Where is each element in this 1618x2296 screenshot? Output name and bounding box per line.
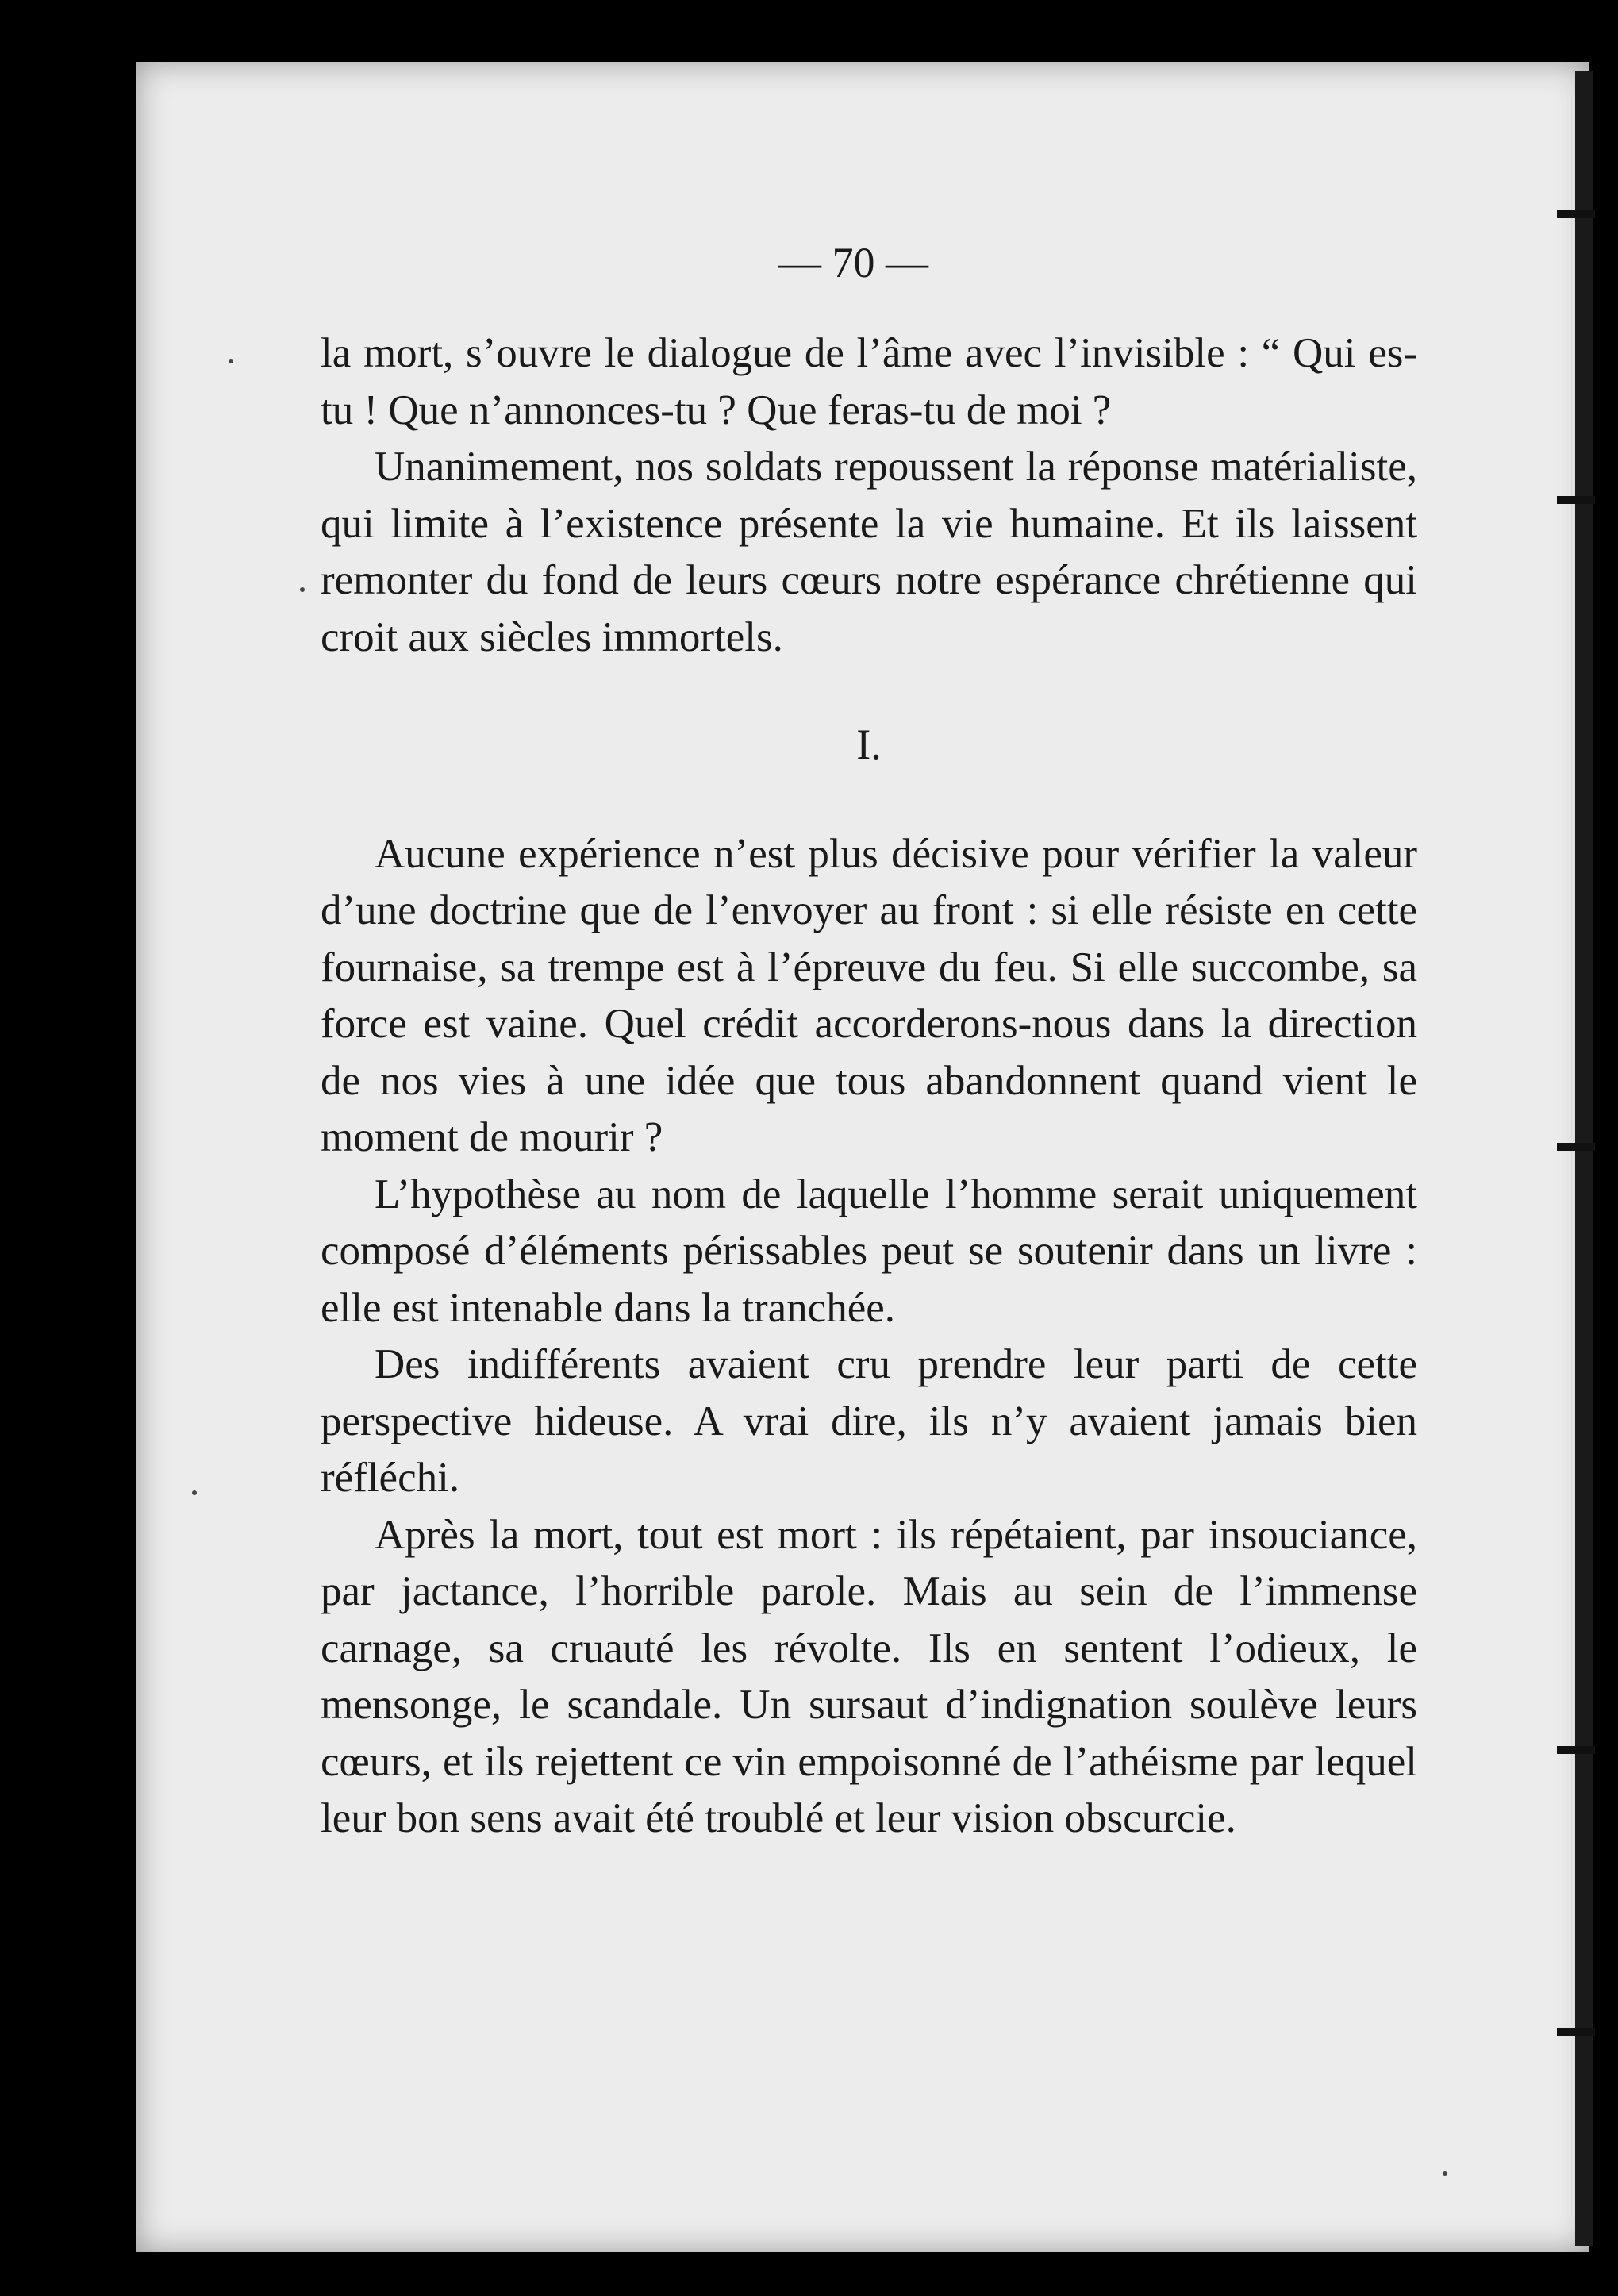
speck — [229, 359, 233, 363]
paragraph: la mort, s’ouvre le dialogue de l’âme avec l’invisible : “ Qui es-tu ! Que n’annonces-tu ? Que feras-tu de moi ? — [321, 330, 1417, 433]
binding-mark — [1557, 2028, 1595, 2036]
paragraph: L’hypothèse au nom de laquelle l’homme serait uniquement composé d’éléments périssables peut se soutenir dans un livre : elle est intenable dans la tranchée. — [321, 1171, 1417, 1331]
body-text — [321, 325, 1417, 1848]
binding-mark — [1557, 496, 1595, 504]
binding-mark — [1557, 210, 1595, 218]
speck — [1443, 2171, 1447, 2176]
binding-edge — [1575, 71, 1593, 2246]
paragraph: Des indifférents avaient cru prendre leur parti de cette perspective hideuse. A vrai dire, ils n’y avaient jamais bien réfléchi. — [321, 1341, 1417, 1501]
binding-mark — [1557, 1143, 1595, 1151]
paragraph: Unanimement, nos soldats repoussent la réponse matérialiste, qui limite à l’existence présente la vie humaine. Et ils laissent remonter du fond de leurs cœurs notre espérance chrétienne qui croit aux siècles immortels. — [321, 444, 1417, 660]
speck — [192, 1490, 197, 1495]
page-number: — 70 — — [778, 239, 928, 287]
paragraph: Aucune expérience n’est plus décisive pour vérifier la valeur d’une doctrine que de l’envoyer au front : si elle résiste en cette fournaise, sa trempe est à l’épreuve du feu. Si elle succombe, sa force est vaine. Quel crédit accorderons-nous dans la direction de nos vies à une idée que tous abandonnent quand vient le moment de mourir ? — [321, 830, 1417, 1160]
section-heading: I. — [856, 721, 882, 768]
speck — [300, 587, 305, 592]
binding-mark — [1557, 1746, 1595, 1754]
paragraph: Après la mort, tout est mort : ils répétaient, par insouciance, par jactance, l’horrible parole. Mais au sein de l’immense carnage, sa cruauté les révolte. Ils en sentent l’odieux, le mensonge, le scandale. Un sursaut d’indignation soulève leurs cœurs, et ils rejettent ce vin empoisonné de l’athéisme par lequel leur bon sens avait été troublé et leur vision obscurcie. — [321, 1511, 1417, 1841]
